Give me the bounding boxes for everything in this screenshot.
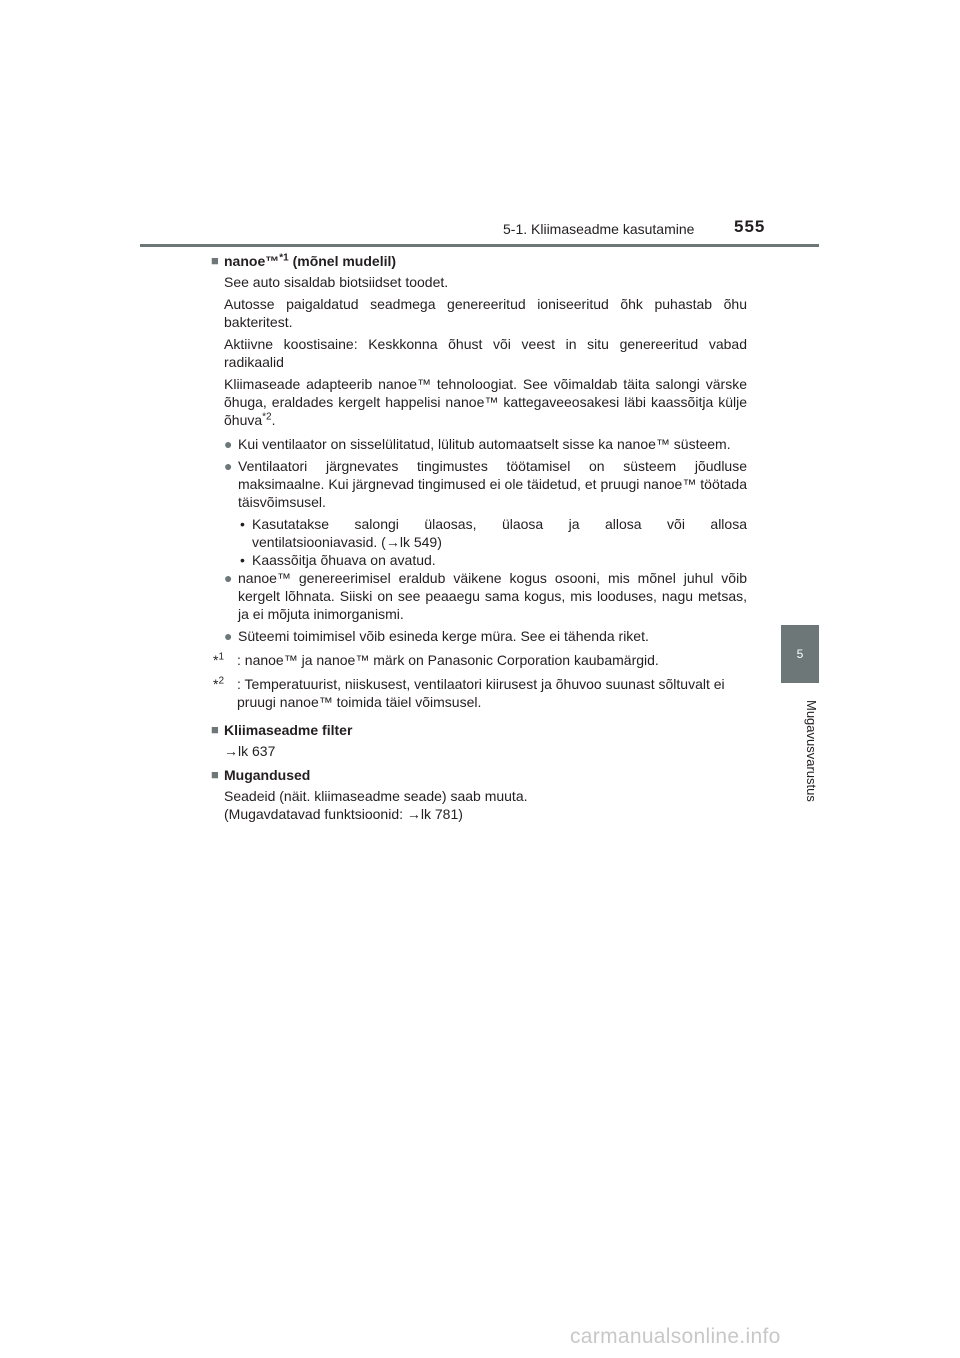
section-title: 5-1. Kliimaseadme kasutamine xyxy=(503,221,695,237)
circle-bullet-icon: ● xyxy=(224,570,233,586)
page-number: 555 xyxy=(734,217,766,236)
nanoe-paragraph-1: See auto sisaldab biotsiidset toodet. xyxy=(224,274,449,290)
dot-bullet-icon: • xyxy=(240,552,245,568)
nanoe-heading-footnote-ref: *1 xyxy=(279,252,289,264)
bullet-text: Kui ventilaator on sisselülitatud, lülitub automaatselt sisse ka nanoe™ süsteem. xyxy=(238,436,731,452)
sub-item-text: Kaassõitja õhuava on avatud. xyxy=(252,552,436,568)
footnote-mark: * xyxy=(213,676,219,692)
footnote-text: : Temperatuurist, niiskusest, ventilaatori kiirusest ja õhuvoo suunast sõltuvalt ei pruugi nanoe™ toimida täiel võimsusel. xyxy=(237,676,725,710)
sub-list-item xyxy=(240,551,747,569)
sub-item-text: ventilatsiooniavasid. (→lk 549) xyxy=(252,534,442,550)
nanoe-heading xyxy=(211,252,747,270)
nanoe-paragraph-2: Autosse paigaldatud seadmega genereeritud ioniseeritud õhk puhastab õhu bakteritest. xyxy=(224,296,747,330)
bullet-text: Ventilaatori järgnevates tingimustes töötamisel on süsteem jõudluse maksimaalne. Kui järgnevad tingimused ei ole täidetud, et pruugi nanoe™ töötada täisvõimsusel. xyxy=(238,458,747,510)
header-divider xyxy=(140,244,819,247)
bullet-text: Süteemi toimimisel võib esineda kerge müra. See ei tähenda riket. xyxy=(238,628,649,644)
watermark: carmanualsonline.info xyxy=(570,1325,781,1348)
filter-heading xyxy=(211,721,747,739)
page-content xyxy=(211,252,747,827)
nanoe-heading-text: nanoe™ xyxy=(224,253,280,269)
chapter-tab xyxy=(781,625,819,683)
sub-list-item-continuation xyxy=(240,533,747,551)
custom-line-1: Seadeid (näit. kliimaseadme seade) saab muuta. xyxy=(224,788,528,804)
sub-item-text: Kasutatakse salongi ülaosas, ülaosa ja allosa või allosa xyxy=(252,516,747,532)
nanoe-paragraph-4-footnote-ref: *2 xyxy=(262,411,272,423)
nanoe-paragraph-4-text: Kliimaseade adapteerib nanoe™ tehnoloogiat. See võimaldab täita salongi värske õhuga, eraldades kergelt happelisi nanoe™ kattegaveeosakesi läbi kaassõitja külje õhuva xyxy=(224,376,747,428)
circle-bullet-icon: ● xyxy=(224,628,233,644)
square-bullet-icon: ■ xyxy=(211,253,219,268)
circle-bullet-icon: ● xyxy=(224,458,233,474)
footnote-mark: * xyxy=(213,652,219,668)
footnote-text: : nanoe™ ja nanoe™ märk on Panasonic Corporation kaubamärgid. xyxy=(237,652,659,668)
chapter-title: Mugavusvarustus xyxy=(804,700,819,802)
filter-heading-text: Kliimaseadme filter xyxy=(224,722,353,738)
list-item xyxy=(224,435,747,453)
nanoe-paragraph-3: Aktiivne koostisaine: Keskkonna õhust või veest in situ genereeritud vabad radikaalid xyxy=(224,336,747,370)
list-item xyxy=(224,627,747,645)
footnote-number: 1 xyxy=(218,651,225,663)
bullet-text: nanoe™ genereerimisel eraldub väikene kogus osooni, mis mõnel juhul võib kergelt lõhnata. Siiski on see peaaegu sama kogus, mis looduses, nagu metsas, ja ei mõjuta inimorganismi. xyxy=(238,570,747,622)
filter-page-reference: →lk 637 xyxy=(224,743,276,759)
square-bullet-icon: ■ xyxy=(211,722,219,737)
dot-bullet-icon: • xyxy=(240,516,245,532)
custom-heading xyxy=(211,766,747,784)
square-bullet-icon: ■ xyxy=(211,767,219,782)
custom-heading-text: Mugandused xyxy=(224,767,311,783)
chapter-number: 5 xyxy=(796,647,804,661)
sub-list-item xyxy=(240,515,747,533)
list-item xyxy=(224,569,747,623)
nanoe-paragraph-4 xyxy=(224,375,747,429)
nanoe-heading-suffix: (mõnel mudelil) xyxy=(288,253,397,269)
footnote-2 xyxy=(213,675,747,711)
list-item xyxy=(224,457,747,511)
nanoe-paragraph-4-end: . xyxy=(271,412,276,428)
footnote-number: 2 xyxy=(218,675,225,687)
circle-bullet-icon: ● xyxy=(224,436,233,452)
footnote-1 xyxy=(213,651,747,669)
custom-line-2: (Mugavdatavad funktsioonid: →lk 781) xyxy=(224,806,463,822)
